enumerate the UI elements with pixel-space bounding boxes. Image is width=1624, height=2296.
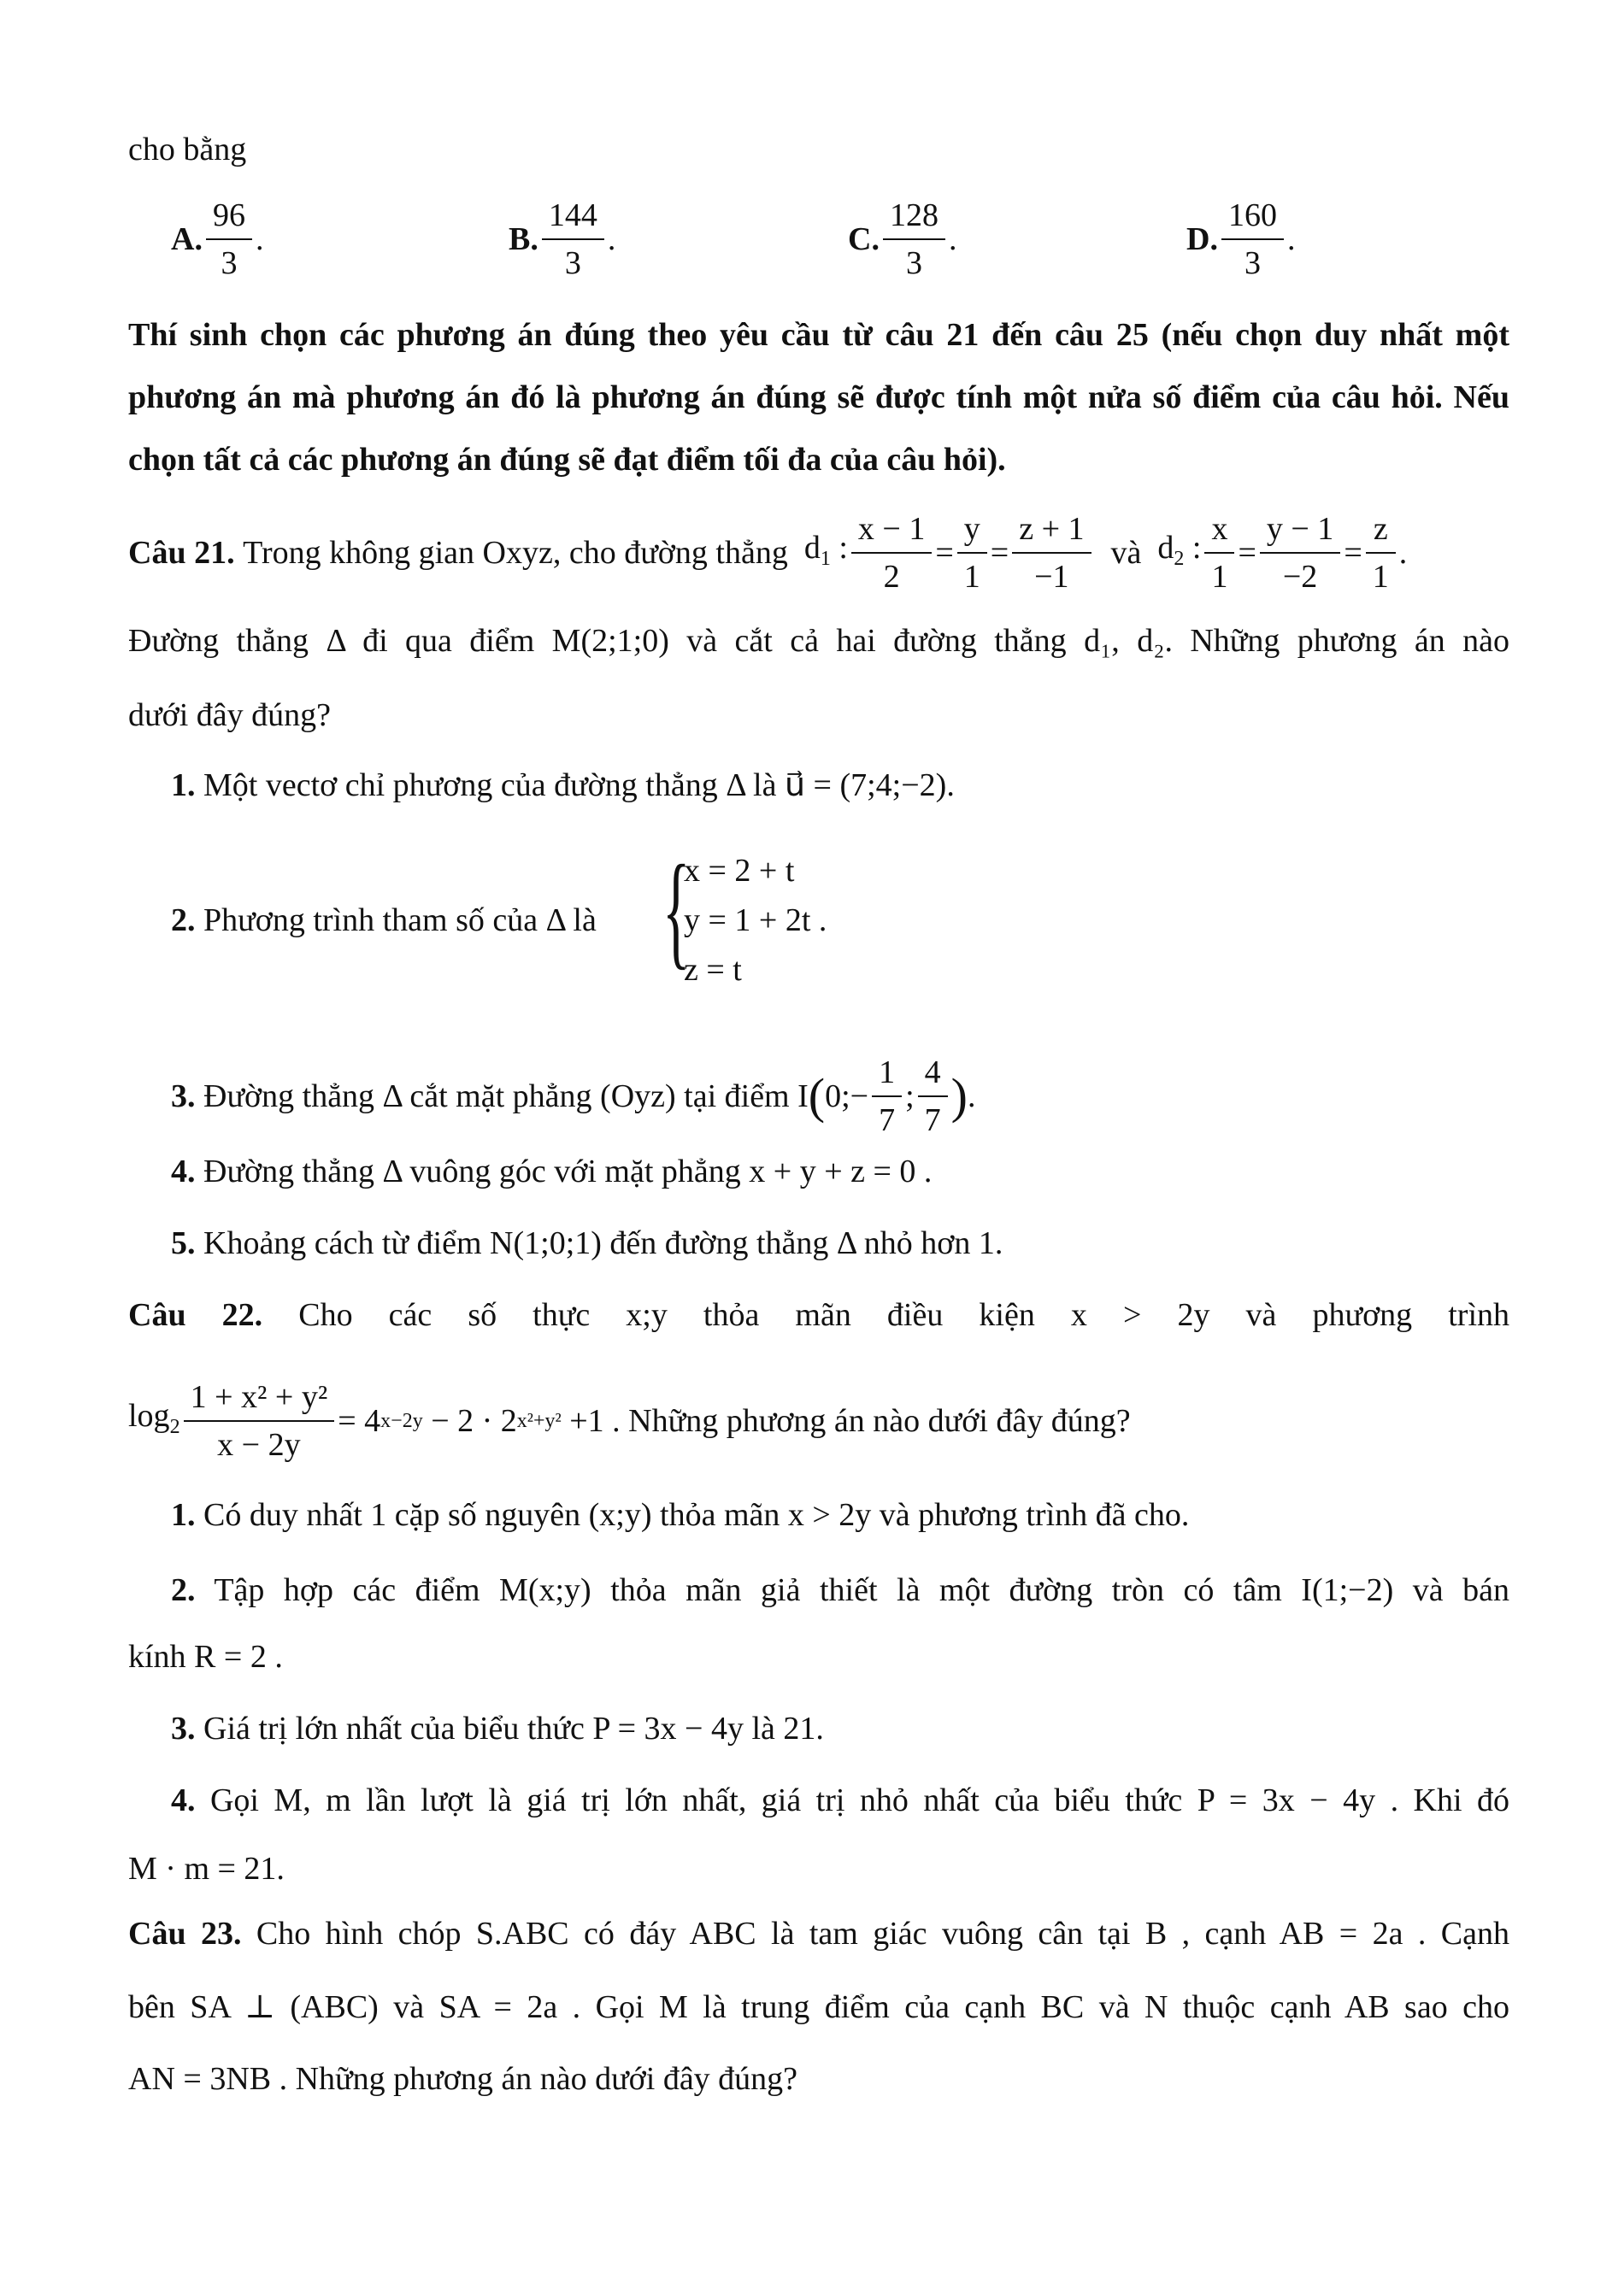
q22-statement-3[interactable]: 3. Giá trị lớn nhất của biểu thức P = 3x − 4y là 21. — [171, 1711, 824, 1747]
system-brace: { — [662, 839, 691, 981]
q21-statement-3[interactable]: 3. Đường thẳng Δ cắt mặt phẳng (Oyz) tại điểm I ( 0;− $\frac{1}{7}$ ; $\frac{4}{7}$ ) . — [171, 1049, 976, 1143]
option-letter: A. — [171, 221, 203, 257]
d2-name: $d_2$ : — [1157, 529, 1202, 570]
q22-statement-2[interactable]: 2. Tập hợp các điểm M(x;y) thỏa mãn giả thiết là một đường tròn có tâm I(1;−2) và bán — [171, 1572, 1509, 1608]
d1-fraction-x: $\frac{x - 1}{2}$ — [851, 506, 932, 600]
d1-fraction-z: $\frac{z + 1}{-1}$ — [1012, 506, 1091, 600]
point-i: I — [797, 1078, 809, 1114]
q22-statement-4-cont: M · m = 21. — [128, 1851, 285, 1887]
i-coord-y: $\frac{1}{7}$ — [872, 1049, 902, 1143]
q23-stem-line2: bên SA ⊥ (ABC) và SA = 2a . Gọi M là trung điểm của cạnh BC và N thuộc cạnh AB sao cho — [128, 1989, 1509, 2025]
q21-statement-1[interactable]: 1. Một vectơ chỉ phương của đường thẳng Δ là u⃗ = (7;4;−2). — [171, 767, 955, 803]
intro-tail: cho bằng — [128, 132, 247, 167]
question-label: Câu 22. — [128, 1297, 263, 1333]
option-fraction: $\frac{128}{3}$ — [883, 192, 945, 286]
d2-fraction-y: $\frac{y - 1}{-2}$ — [1260, 506, 1340, 600]
q22-stem: Câu 22. Cho các số thực x;y thỏa mãn điều kiện x > 2y và phương trình — [128, 1297, 1510, 1333]
option-letter: D. — [1186, 221, 1218, 257]
option-letter: C. — [848, 221, 880, 257]
q22-statement-4[interactable]: 4. Gọi M, m lần lượt là giá trị lớn nhất, giá trị nhỏ nhất của biểu thức P = 3x − 4y . Khi đó — [171, 1782, 1510, 1818]
q21-stem: Câu 21. Trong không gian Oxyz, cho đường thẳng $d_1$ : $\frac{x - 1}{2}$ = $\frac{y}{1}$ = $\frac{z + 1}{-1}$ và $d_2$ : $\frac{x}{1}$ = $\frac{y - 1}{-2}$ = $\frac{z}{1}$ . — [128, 506, 1509, 600]
option-a[interactable]: A. $\frac{96}{3}$ . — [171, 192, 263, 286]
parametric-system: x = 2 + t y = 1 + 2t . z = t — [684, 853, 827, 988]
d2-fraction-x: $\frac{x}{1}$ — [1204, 506, 1234, 600]
q21-statement-2[interactable]: 2. Phương trình tham số của Δ là — [171, 902, 597, 938]
option-b[interactable]: B. $\frac{144}{3}$ . — [509, 192, 615, 286]
log-fraction: $\frac{\text{1 + x² + y²}}{x - 2y}$ — [184, 1374, 335, 1468]
option-d[interactable]: D. $\frac{160}{3}$ . — [1186, 192, 1295, 286]
q21-stem-line2: Đường thẳng Δ đi qua điểm M(2;1;0) và cắt cả hai đường thẳng d₁, d₂. Những phương án nào — [128, 623, 1509, 659]
question-label: Câu 23. — [128, 1916, 242, 1952]
question-label: Câu 21. — [128, 535, 235, 571]
and-word: và — [1110, 535, 1142, 571]
i-coord-z: $\frac{4}{7}$ — [918, 1049, 948, 1143]
q21-stem-text: Trong không gian Oxyz, cho đường thẳng — [243, 535, 788, 571]
option-fraction: $\frac{144}{3}$ — [542, 192, 604, 286]
q21-stem-line3: dưới đây đúng? — [128, 697, 331, 733]
d1-fraction-y: $\frac{y}{1}$ — [957, 506, 987, 600]
instructions: Thí sinh chọn các phương án đúng theo yêu cầu từ câu 21 đến câu 25 (nếu chọn duy nhất một phương án mà phương án đó là phương án đúng sẽ được tính một nửa số điểm của câu hỏi. Nếu chọn tất cả các phương án đúng sẽ đạt điểm tối đa của câu hỏi). — [128, 317, 1509, 478]
option-fraction: $\frac{96}{3}$ — [206, 192, 252, 286]
q22-statement-2-cont: kính R = 2 . — [128, 1639, 283, 1675]
q22-statement-1[interactable]: 1. Có duy nhất 1 cặp số nguyên (x;y) thỏa mãn x > 2y và phương trình đã cho. — [171, 1497, 1190, 1533]
q23-stem-line1: Câu 23. Cho hình chóp S.ABC có đáy ABC là tam giác vuông cân tại B , cạnh AB = 2a . Cạnh — [128, 1916, 1509, 1952]
d1-name: $d_1$ : — [803, 529, 848, 570]
option-letter: B. — [509, 221, 538, 257]
option-fraction: $\frac{160}{3}$ — [1221, 192, 1284, 286]
q21-statement-4[interactable]: 4. Đường thẳng Δ vuông góc với mặt phẳng x + y + z = 0 . — [171, 1154, 933, 1189]
q23-stem-line3: AN = 3NB . Những phương án nào dưới đây đúng? — [128, 2061, 798, 2097]
q22-equation: $\log_2$ $\frac{\text{1 + x² + y²}}{x - 2y}$ = 4 x−2y − 2 · 2 x²+y² +1 . Những phương án nào dưới đây đúng? — [128, 1374, 1131, 1468]
q21-statement-5[interactable]: 5. Khoảng cách từ điểm N(1;0;1) đến đường thẳng Δ nhỏ hơn 1. — [171, 1225, 1003, 1261]
option-c[interactable]: C. $\frac{128}{3}$ . — [848, 192, 956, 286]
d2-fraction-z: $\frac{z}{1}$ — [1366, 506, 1396, 600]
